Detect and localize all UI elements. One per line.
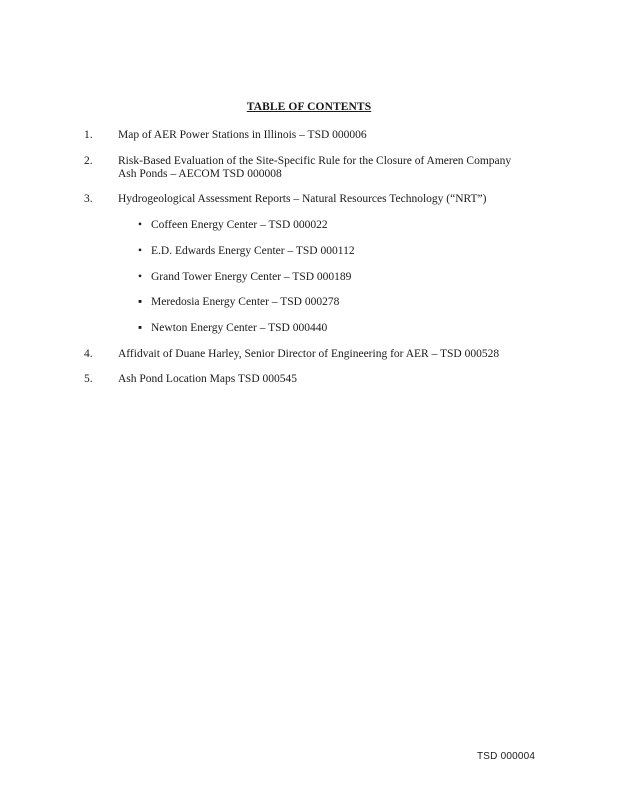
entry-text: Ash Pond Location Maps TSD 000545	[118, 373, 297, 385]
entry-number: 4.	[84, 348, 93, 360]
bullet-icon: •	[137, 271, 143, 283]
toc-entry-2	[84, 155, 534, 183]
toc-title: TABLE OF CONTENTS	[246, 101, 372, 113]
bullet-icon: •	[137, 245, 143, 257]
entry-text: Hydrogeological Assessment Reports – Natural Resources Technology (“NRT”)	[118, 193, 487, 205]
entry-number: 3.	[84, 193, 93, 205]
subitem-text: Coffeen Energy Center – TSD 000022	[151, 219, 328, 231]
subitem-text: E.D. Edwards Energy Center – TSD 000112	[151, 245, 355, 257]
entry-number: 2.	[84, 155, 93, 167]
subitem-text: Newton Energy Center – TSD 000440	[151, 322, 328, 334]
entry-text-continued: Ash Ponds – AECOM TSD 000008	[118, 168, 282, 180]
entry-number: 1.	[84, 129, 93, 141]
entry-number: 5.	[84, 373, 93, 385]
subitem-text: Meredosia Energy Center – TSD 000278	[151, 296, 340, 308]
subitem-text: Grand Tower Energy Center – TSD 000189	[151, 271, 352, 283]
entry-text: Risk-Based Evaluation of the Site-Specific Rule for the Closure of Ameren Company	[118, 155, 512, 167]
entry-text: Map of AER Power Stations in Illinois – TSD 000006	[118, 129, 367, 141]
bullet-icon: ▪	[137, 322, 143, 334]
entry-text: Affidvait of Duane Harley, Senior Director of Engineering for AER – TSD 000528	[118, 348, 500, 360]
page-footer-id: TSD 000004	[477, 751, 536, 762]
bullet-icon: •	[137, 219, 143, 231]
bullet-icon: ▪	[137, 296, 143, 308]
